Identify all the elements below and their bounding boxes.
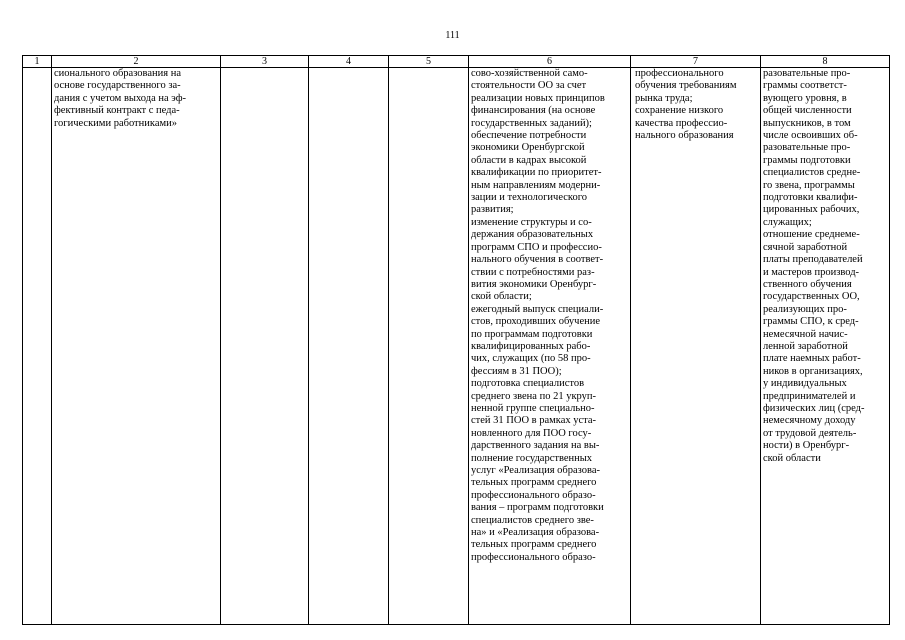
column-header-2: 2 bbox=[52, 56, 221, 68]
cell-col-7-text: профессионального обучения требованиям рынка труда; сохранение низкого качества профессио- нального образования bbox=[635, 68, 737, 142]
page-number: 111 bbox=[445, 30, 460, 41]
column-header-1: 1 bbox=[23, 56, 52, 68]
column-header-8: 8 bbox=[761, 56, 890, 68]
column-header-4: 4 bbox=[309, 56, 389, 68]
column-header-7: 7 bbox=[631, 56, 761, 68]
cell-col-8-text: разовательные про- граммы соответст- вующего уровня, в общей численности выпускников, в том числе освоивших об- разовательные про- граммы подготовки специалистов средне- го звена, программы подготовки квалифи- цированных рабочих, служащих; отношение среднеме- сячной заработной платы преподавателей и мастеров производ- ственного обучения государственных ОО, реализующих про- граммы СПО, к сред- немесячной начис- ленной заработной плате наемных работ- ников в организациях, у индивидуальных предпринимателей и физических лиц (сред- немесячному доходу от трудовой деятель- ности) в Оренбург- ской области bbox=[763, 68, 865, 464]
cell-col-4 bbox=[309, 68, 389, 625]
cell-col-1 bbox=[23, 68, 52, 625]
cell-col-3 bbox=[221, 68, 309, 625]
cell-col-2 bbox=[52, 68, 221, 625]
column-number-row bbox=[23, 56, 890, 68]
cell-col-6-text: сово-хозяйственной само- стоятельности ОО за счет реализации новых принципов финансирования (на основе государственных заданий); обеспечение потребности экономики Оренбургской области в кадрах высокой квалификации по приоритет- ным направлениям модерни- зации и технологического развития; изменение структуры и со- держания образовательных программ СПО и профессио- нального обучения в соответ- ствии с потребностями раз- вития экономики Оренбург- ской области; ежегодный выпуск специали- стов, проходивших обучение по программам подготовки квалифицированных рабо- чих, служащих (по 58 про- фессиям в 31 ПОО); подготовка специалистов среднего звена по 21 укруп- ненной группе специально- стей 31 ПОО в рамках уста- новленного для ПОО госу- дарственного задания на вы- полнение государственных услуг «Реализация образова- тельных программ среднего профессионального образо- вания – программ подготовки специалистов среднего зве- на» и «Реализация образова- тельных программ среднего профессионального образо- bbox=[471, 68, 605, 563]
document-table bbox=[22, 55, 890, 625]
column-header-5: 5 bbox=[389, 56, 469, 68]
column-header-6: 6 bbox=[469, 56, 631, 68]
cell-col-5 bbox=[389, 68, 469, 625]
cell-col-8 bbox=[761, 68, 890, 625]
table-row bbox=[23, 68, 890, 625]
cell-col-2-text: сионального образования на основе государственного за- дания с учетом выхода на эф- фективный контракт с педа- гогическими работниками» bbox=[54, 68, 187, 129]
column-header-3: 3 bbox=[221, 56, 309, 68]
cell-col-6 bbox=[469, 68, 631, 625]
cell-col-7 bbox=[631, 68, 761, 625]
